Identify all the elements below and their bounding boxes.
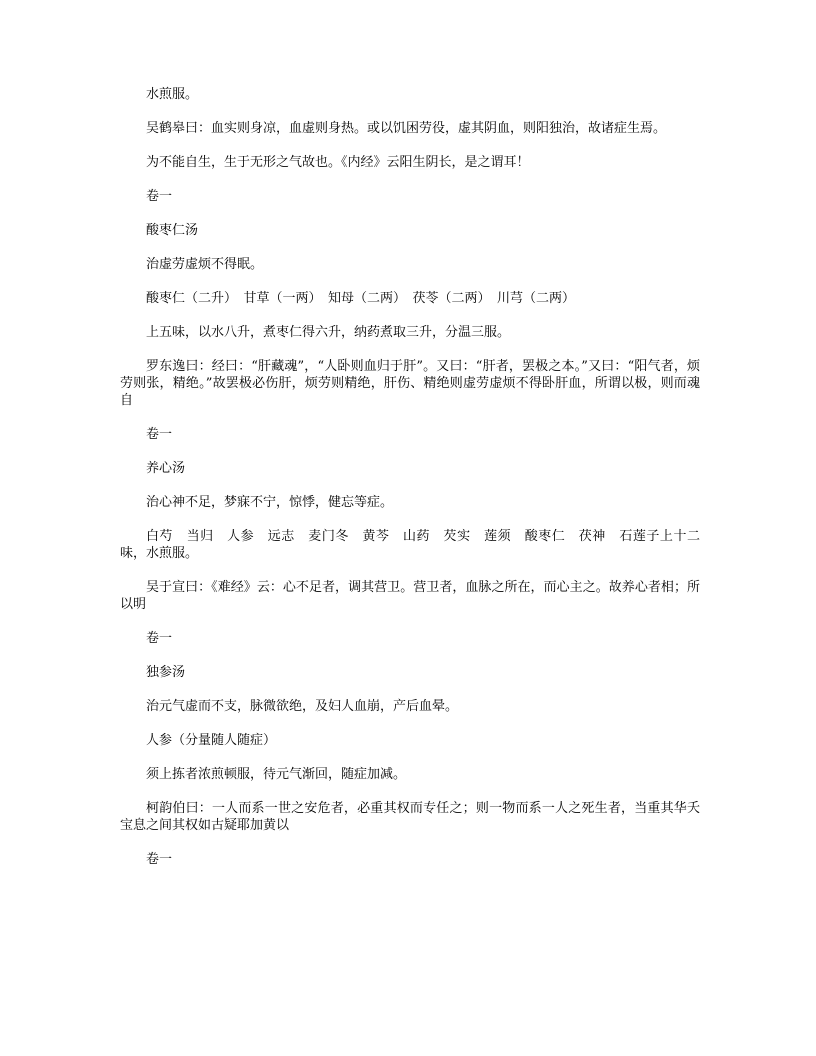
formula-ingredients: 人参（分量随人随症）: [146, 733, 277, 748]
paragraph-decoction-note: 水煎服。: [146, 87, 199, 102]
paragraph-neijing-quote: 为不能自生，生于无形之气故也。《内经》云阳生阴长，是之谓耳！: [146, 155, 530, 170]
paragraph-luo-dongyi-commentary: 罗东逸曰：经曰：“肝藏魂”，“人卧则血归于肝”。又曰：“肝者，罢极之本。”又曰：“阳气者，烦劳则张，精绝。”故罢极必伤肝，烦劳则精绝，肝伤、精绝则虚劳虚烦不得卧肝血，所谓以极，则而魂自: [120, 359, 700, 408]
formula-preparation: 上五味，以水八升，煮枣仁得六升，纳药煮取三升，分温三服。: [146, 325, 511, 340]
formula-indication: 治心神不足，梦寐不宁，惊悸，健忘等症。: [146, 495, 394, 510]
volume-heading: 卷一: [146, 631, 173, 646]
formula-title-yangxin: 养心汤: [146, 461, 186, 476]
volume-heading: 卷一: [146, 852, 173, 867]
document-page: [120, 86, 700, 885]
formula-ingredients: 白芍 当归 人参 远志 麦门冬 黄芩 山药 芡实 莲须 酸枣仁 茯神 石莲子上十二味，水煎服。: [120, 529, 700, 561]
volume-heading: 卷一: [146, 189, 173, 204]
formula-ingredients: 酸枣仁（二升） 甘草（一两） 知母（二两） 茯苓（二两） 川芎（二两）: [146, 291, 576, 306]
formula-indication: 治元气虚而不支，脉微欲绝，及妇人血崩，产后血晕。: [146, 699, 459, 714]
volume-heading: 卷一: [146, 427, 173, 442]
formula-preparation: 须上拣者浓煎顿服，待元气渐回，随症加减。: [146, 767, 407, 782]
formula-title-dushen: 独参汤: [146, 665, 186, 680]
paragraph-ke-yunbo-commentary: 柯韵伯曰：一人而系一世之安危者，必重其权而专任之；则一物而系一人之死生者，当重其华夭宝息之间其权如古疑耶加黄以: [120, 801, 700, 833]
paragraph-wu-hegao-commentary: 吴鹤皋曰：血实则身凉，血虚则身热。或以饥困劳役，虚其阴血，则阳独治，故诸症生焉。: [146, 121, 667, 136]
formula-indication: 治虚劳虚烦不得眠。: [146, 257, 264, 272]
formula-title-suanzaoren: 酸枣仁汤: [146, 223, 199, 238]
paragraph-wu-yuxuan-commentary: 吴于宣曰：《难经》云：心不足者，调其营卫。营卫者，血脉之所在，而心主之。故养心者相；所以明: [120, 580, 700, 612]
